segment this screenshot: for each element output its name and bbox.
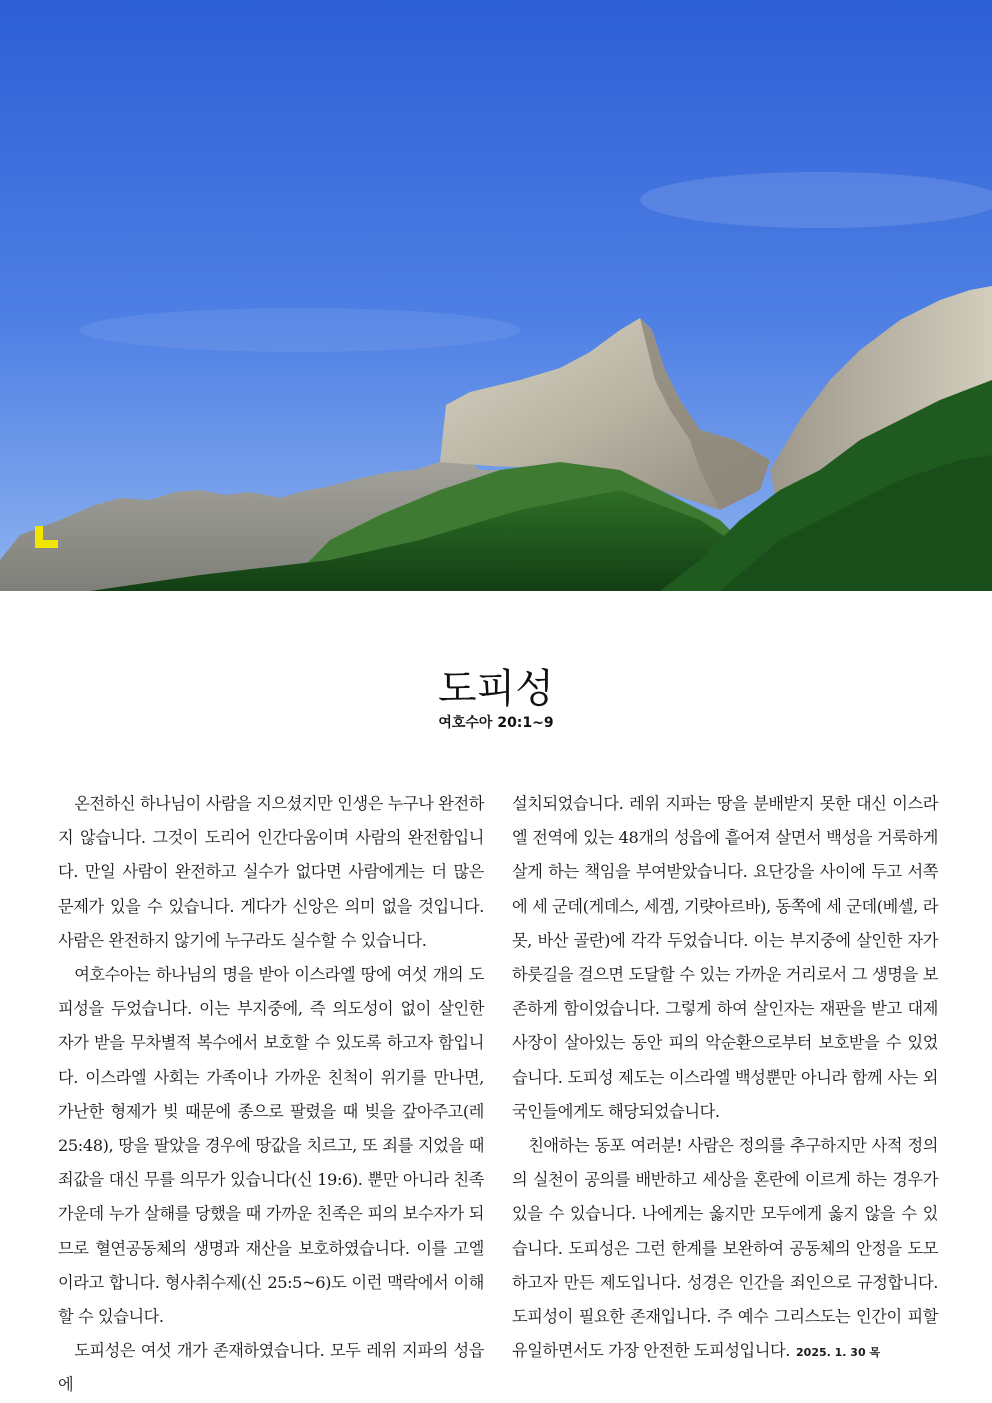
paragraph-1: 온전하신 하나님이 사람을 지으셨지만 인생은 누구나 완전하지 않습니다. 그것이 도리어 인간다움이며 사람의 완전함입니다. 만일 사람이 완전하고 실수가 없다면 사람에게는 더 많은 문제가 있을 수 있습니다. 게다가 신앙은 의미 없을 것입니다. 사람은 완전하지 않기에 누구라도 실수할 수 있습니다.: [58, 794, 484, 950]
date-stamp: 2025. 1. 30 목: [796, 1346, 881, 1360]
closing-text: 친애하는 동포 여러분! 사람은 정의를 추구하지만 사적 정의의 실천이 공의를 배반하고 세상을 혼란에 이르게 하는 경우가 있을 수 있습니다. 나에게는 옳지만 모두에게 옳지 않을 수 있습니다. 도피성은 그런 한계를 보완하여 공동체의 안정을 도모하고자 만든 제도입니다. 성경은 인간을 죄인으로 규정합니다. 도피성이 필요한 존재입니다. 주 예수 그리스도는 인간이 피할 유일하면서도 가장 안전한 도피성입니다.: [512, 1136, 938, 1361]
page-title: 도피성: [438, 665, 554, 712]
paragraph-3-continued: 설치되었습니다. 레위 지파는 땅을 분배받지 못한 대신 이스라엘 전역에 있는 48개의 성읍에 흩어져 살면서 백성을 거룩하게 살게 하는 책임을 부여받았습니다. 요단강을 사이에 두고 서쪽에 세 군데(게데스, 세겜, 기럇아르바), 동쪽에 세 군데(베셀, 라못, 바산 골란)에 각각 두었습니다. 이는 부지중에 살인한 자가 하룻길을 걸으면 도달할 수 있는 가까운 거리로서 그 생명을 보존하게 함이었습니다. 그렇게 하여 살인자는 재판을 받고 대제사장이 살아있는 동안 피의 악순환으로부터 보호받을 수 있었습니다. 도피성 제도는 이스라엘 백성뿐만 아니라 함께 사는 외국인들에게도 해당되었습니다.: [512, 794, 938, 1121]
hero-photo: [0, 0, 992, 591]
paragraph-4: [512, 1129, 938, 1370]
left-column: [58, 787, 484, 1403]
paragraph-3: 도피성은 여섯 개가 존재하였습니다. 모두 레위 지파의 성읍에: [58, 1341, 484, 1395]
scripture-reference: 여호수아 20:1~9: [438, 715, 554, 731]
right-column: [512, 787, 938, 1370]
paragraph-2: 여호수아는 하나님의 명을 받아 이스라엘 땅에 여섯 개의 도피성을 두었습니다. 이는 부지중에, 즉 의도성이 없이 살인한 자가 받을 무차별적 복수에서 보호할 수 있도록 하고자 함입니다. 이스라엘 사회는 가족이나 가까운 친척이 위기를 만나면, 가난한 형제가 빚 때문에 종으로 팔렸을 때 빚을 갚아주고(레 25:48), 땅을 팔았을 경우에 땅값을 치르고, 또 죄를 지었을 때 죄값을 대신 무를 의무가 있습니다(신 19:6). 뿐만 아니라 친족 가운데 누가 살해를 당했을 때 가까운 친족은 피의 보수자가 되므로 혈연공동체의 생명과 재산을 보호하였습니다. 이를 고엘이라고 합니다. 형사취수제(신 25:5~6)도 이런 맥락에서 이해할 수 있습니다.: [58, 965, 484, 1327]
mountain-landscape-photo: [0, 0, 992, 591]
